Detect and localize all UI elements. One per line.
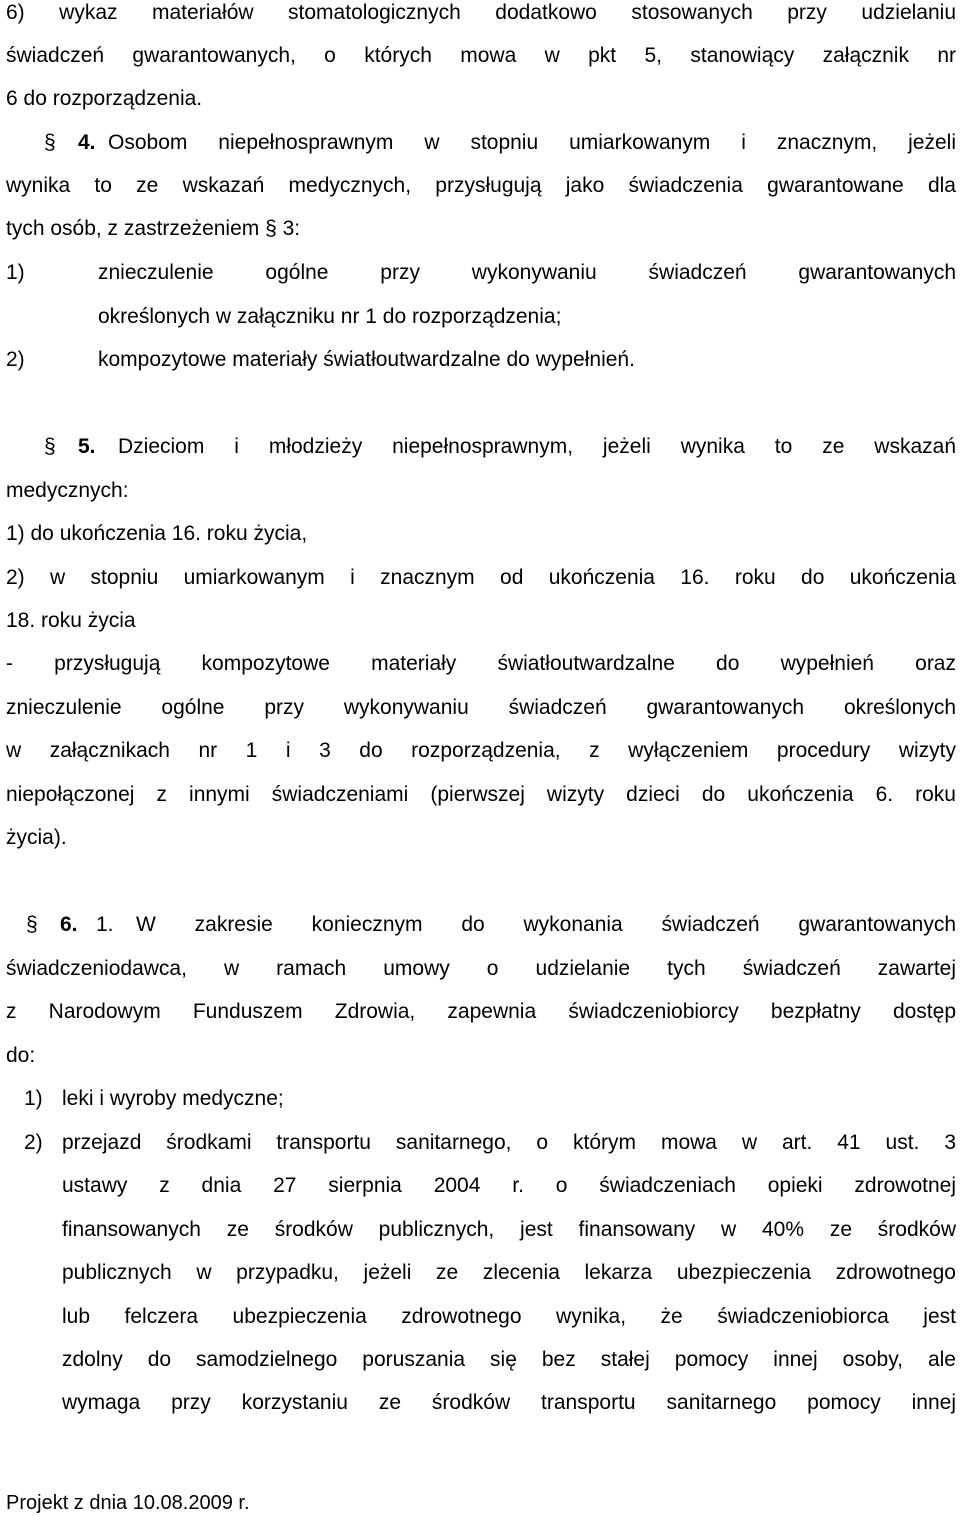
text-line: zdolny do samodzielnego poruszania się bez stałej pomocy innej osoby, ale bbox=[62, 1348, 956, 1371]
section-sign: § bbox=[44, 435, 56, 458]
list-marker: 2) bbox=[24, 1131, 43, 1154]
text-line: 6) wykaz materiałów stomatologicznych dodatkowo stosowanych przy udzielaniu bbox=[6, 1, 956, 24]
text-line: 18. roku życia bbox=[6, 609, 136, 632]
text-line: niepołączonej z innymi świadczeniami (pierwszej wizyty dzieci do ukończenia 6. roku bbox=[6, 783, 956, 806]
text-line: lub felczera ubezpieczenia zdrowotnego wynika, że świadczeniobiorca jest bbox=[62, 1305, 956, 1328]
text-line: - przysługują kompozytowe materiały światłoutwardzalne do wypełnień oraz bbox=[6, 652, 956, 675]
text-line: życia). bbox=[6, 826, 67, 849]
text-line: tych osób, z zastrzeżeniem § 3: bbox=[6, 217, 301, 240]
text-line: określonych w załączniku nr 1 do rozporządzenia; bbox=[98, 305, 562, 328]
list-marker: 1) bbox=[6, 261, 25, 284]
text-line: wynika to ze wskazań medycznych, przysługują jako świadczenia gwarantowane dla bbox=[6, 174, 956, 197]
text-line: świadczeń gwarantowanych, o których mowa w pkt 5, stanowiący załącznik nr bbox=[6, 44, 956, 67]
text-line: finansowanych ze środków publicznych, jest finansowany w 40% ze środków bbox=[62, 1218, 956, 1241]
text-line: 6 do rozporządzenia. bbox=[6, 87, 203, 110]
paragraph-number: 1. bbox=[96, 913, 114, 936]
text-line: świadczeniodawca, w ramach umowy o udzielanie tych świadczeń zawartej bbox=[6, 957, 956, 980]
list-marker: 1) bbox=[24, 1087, 43, 1110]
section-sign: § bbox=[26, 913, 38, 936]
section-number: 5. bbox=[78, 435, 96, 458]
section-number: 6. bbox=[60, 913, 78, 936]
text-line: 1) do ukończenia 16. roku życia, bbox=[6, 522, 308, 545]
list-marker: 2) bbox=[6, 348, 25, 371]
text-line: w załącznikach nr 1 i 3 do rozporządzenia, z wyłączeniem procedury wizyty bbox=[6, 739, 956, 762]
text-line: leki i wyroby medyczne; bbox=[62, 1087, 284, 1110]
text-line: kompozytowe materiały światłoutwardzalne do wypełnień. bbox=[98, 348, 635, 371]
text-line: znieczulenie ogólne przy wykonywaniu świadczeń gwarantowanych określonych bbox=[6, 696, 956, 719]
text-line: do: bbox=[6, 1044, 36, 1067]
text-line: medycznych: bbox=[6, 479, 129, 502]
text-line: przejazd środkami transportu sanitarnego, o którym mowa w art. 41 ust. 3 bbox=[62, 1131, 956, 1154]
section-sign: § bbox=[44, 131, 56, 154]
section-number: 4. bbox=[78, 131, 96, 154]
text-line: 2) w stopniu umiarkowanym i znacznym od ukończenia 16. roku do ukończenia bbox=[6, 566, 956, 589]
text-line: z Narodowym Funduszem Zdrowia, zapewnia świadczeniobiorcy bezpłatny dostęp bbox=[6, 1000, 956, 1023]
text-line: W zakresie koniecznym do wykonania świadczeń gwarantowanych bbox=[136, 913, 956, 936]
text-line: znieczulenie ogólne przy wykonywaniu świadczeń gwarantowanych bbox=[98, 261, 956, 284]
text-line: wymaga przy korzystaniu ze środków transportu sanitarnego pomocy innej bbox=[62, 1391, 956, 1414]
text-line: publicznych w przypadku, jeżeli ze zlecenia lekarza ubezpieczenia zdrowotnego bbox=[62, 1261, 956, 1284]
page-footer: Projekt z dnia 10.08.2009 r. bbox=[6, 1492, 250, 1514]
text-line: ustawy z dnia 27 sierpnia 2004 r. o świadczeniach opieki zdrowotnej bbox=[62, 1174, 956, 1197]
text-line: Osobom niepełnosprawnym w stopniu umiarkowanym i znacznym, jeżeli bbox=[108, 131, 956, 154]
text-line: Dzieciom i młodzieży niepełnosprawnym, jeżeli wynika to ze wskazań bbox=[118, 435, 956, 458]
